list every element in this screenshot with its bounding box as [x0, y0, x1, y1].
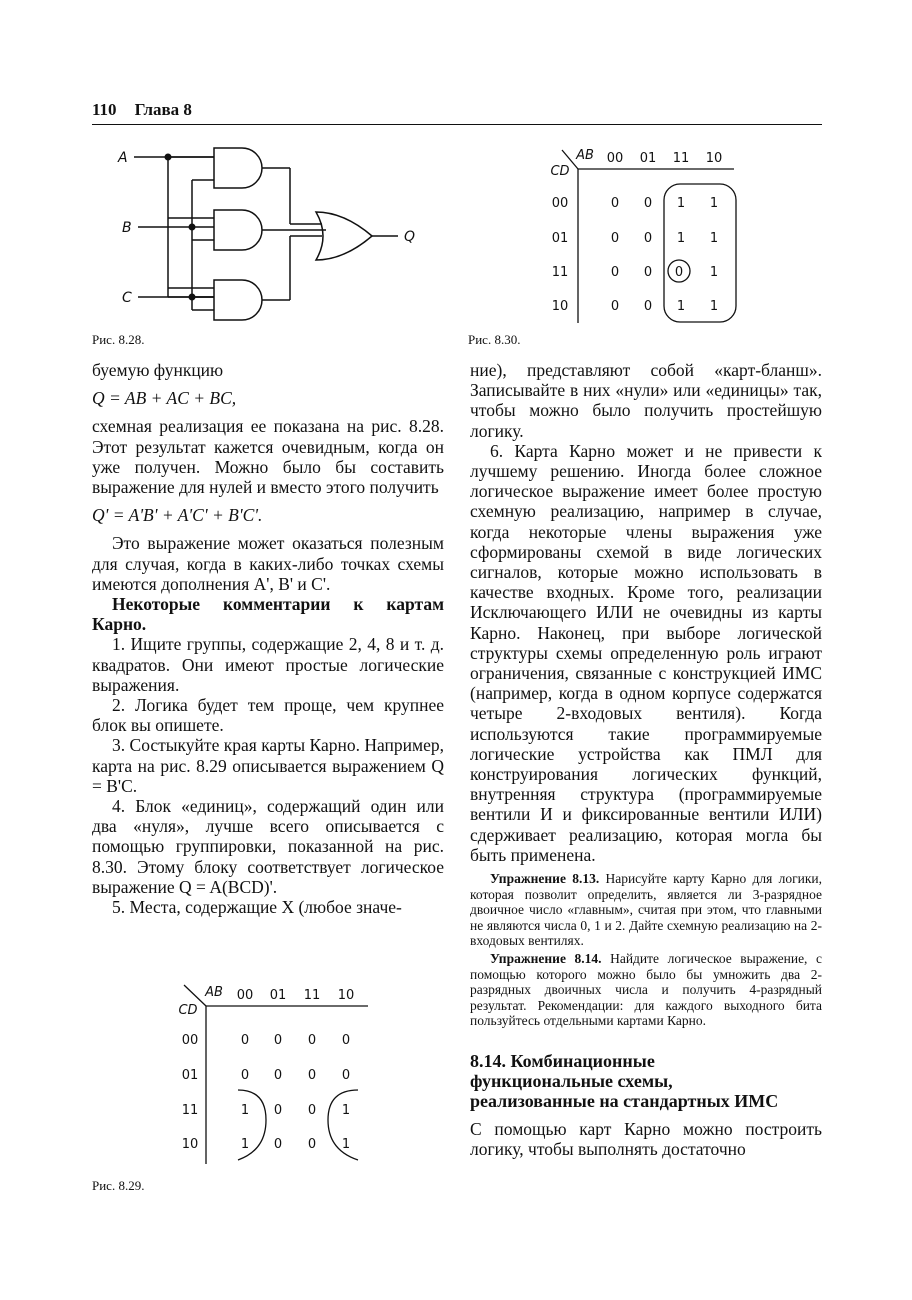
map-cell: 1 [676, 231, 686, 246]
map-cell: 0 [341, 1033, 351, 1048]
and-gate-1 [214, 148, 262, 188]
map-cell: 0 [273, 1137, 283, 1152]
exercise-text: Нарисуйте карту Карно для логики, которая позволит определить, является ли 3-разрядное двоичное число «главным», считая при этом, что главными не являются числа 0, 1 и 2. Дайте схемную реализацию на 2-входовых вентилях. [470, 871, 822, 949]
junction-dot [189, 224, 196, 231]
row-header: 11 [551, 265, 569, 280]
map-cell: 1 [341, 1103, 351, 1118]
map-cell: 0 [674, 265, 684, 280]
paragraph: 6. Карта Карно может и не привести к лучшему решению. Иногда более сложное логическое выражение имеет более простую схемную реализацию, например в случае, когда некоторые члены выражения уже сформированы схемой в виде логических сигналов, которые можно использовать в качестве входных. Кроме того, реализации Исключающего ИЛИ не очевидны из карты Карно. Наконец, при выборе логической структуры схемы определенную роль играют ограничения, связанные с конструкцией ИМС (например, когда в одном корпусе содержатся четыре 2-входовых вентиля). Когда используются такие программируемые логические устройства как ПМЛ для конструирования логических функций, внутренняя структура (программируемые вентили И и фиксированные вентили ИЛИ) сдерживает реализацию, которая могла бы быть применена. [470, 440, 822, 865]
input-label-b: B [122, 220, 132, 236]
logic-circuit-diagram [108, 140, 438, 335]
row-header: 11 [181, 1103, 199, 1118]
map-cell: 0 [307, 1103, 317, 1118]
left-column [92, 360, 444, 917]
row-header: 01 [551, 231, 569, 246]
col-header: 01 [639, 151, 657, 166]
karnaugh-map-829 [168, 980, 388, 1170]
chapter-title: Глава 8 [134, 100, 192, 119]
right-column [470, 360, 822, 1159]
map-cell: 0 [240, 1068, 250, 1083]
col-var-label: AB [576, 148, 594, 163]
map-cell: 0 [273, 1033, 283, 1048]
exercise-8-14 [470, 951, 822, 1029]
output-label-q: Q [404, 229, 416, 245]
row-header: 01 [181, 1068, 199, 1083]
row-var-label: CD [550, 164, 570, 179]
exercises [470, 871, 822, 1029]
row-header: 10 [181, 1137, 199, 1152]
map-cell: 0 [307, 1068, 317, 1083]
exercise-label: Упражнение 8.14. [490, 951, 602, 967]
page-header [92, 100, 822, 125]
map-cell: 0 [240, 1033, 250, 1048]
map-cell: 1 [709, 299, 719, 314]
row-header: 10 [551, 299, 569, 314]
map-cell: 0 [307, 1137, 317, 1152]
map-cell: 0 [273, 1068, 283, 1083]
input-label-c: C [122, 290, 132, 306]
section-heading-line: 8.14. Комбинационные [470, 1051, 655, 1072]
map-cell: 0 [643, 196, 653, 211]
or-gate [316, 212, 372, 260]
figure-caption-828: Рис. 8.28. [92, 332, 145, 347]
and-gate-2 [214, 210, 262, 250]
grouping-loop [664, 184, 736, 322]
paragraph: буемую функцию [92, 360, 224, 380]
row-var-label: CD [178, 1003, 198, 1018]
col-header: 00 [606, 151, 624, 166]
map-cell: 0 [610, 231, 620, 246]
section-heading [470, 1051, 822, 1111]
row-header: 00 [181, 1033, 199, 1048]
formula: Q' = A'B' + A'C' + B'C'. [92, 505, 263, 526]
figure-caption-829: Рис. 8.29. [92, 1178, 145, 1193]
paragraph: ние), представляют собой «карт-бланш». Записывайте в них «нули» или «единицы» так, чтобы можно было получить простейшую логику. [470, 360, 822, 441]
col-var-label: AB [205, 985, 223, 1000]
map-cell: 1 [240, 1103, 250, 1118]
karnaugh-map-830 [540, 145, 760, 330]
map-cell: 1 [709, 196, 719, 211]
map-cell: 1 [709, 231, 719, 246]
col-header: 11 [672, 151, 690, 166]
map-cell: 0 [643, 265, 653, 280]
row-header: 00 [551, 196, 569, 211]
list-item: 4. Блок «единиц», содержащий один или два «нуля», лучше всего описывается с помощью группировки, показанной на рис. 8.30. Этому блоку соответствует логическое выражение Q = A(BCD)'. [92, 796, 444, 897]
list-item: 5. Места, содержащие X (любое значе- [112, 897, 402, 918]
map-cell: 0 [610, 299, 620, 314]
junction-dot [189, 294, 196, 301]
list-item: 3. Состыкуйте края карты Карно. Например, карта на рис. 8.29 описывается выражением Q = B'C. [92, 735, 444, 796]
map-cell: 0 [273, 1103, 283, 1118]
paragraph: С помощью карт Карно можно построить логику, чтобы выполнять достаточно [470, 1119, 822, 1160]
input-label-a: A [118, 150, 128, 166]
paragraph: схемная реализация ее показана на рис. 8.28. Этот результат кажется очевидным, когда он уже получен. Можно было бы составить выражение для нулей и вместо этого получить [92, 416, 444, 498]
col-header: 10 [705, 151, 723, 166]
map-cell: 1 [676, 299, 686, 314]
exercise-text: Найдите логическое выражение, с помощью которого можно было бы умножить два 2-разрядных двоичных числа и получить 4-разрядный результат. Рекомендации: для каждого выходного бита пользуйтесь отдельными картами Карно. [470, 951, 822, 1029]
map-cell: 0 [610, 265, 620, 280]
and-gate-3 [214, 280, 262, 320]
map-cell: 1 [709, 265, 719, 280]
col-header: 00 [236, 988, 254, 1003]
map-cell: 1 [341, 1137, 351, 1152]
map-cell: 0 [341, 1068, 351, 1083]
map-cell: 1 [676, 196, 686, 211]
list-item: 1. Ищите группы, содержащие 2, 4, 8 и т. д. квадратов. Они имеют простые логические выражения. [92, 634, 444, 695]
junction-dot [165, 154, 172, 161]
section-heading-line: функциональные схемы, [470, 1071, 673, 1092]
subheading: Некоторые комментарии к картам Карно. [92, 594, 444, 635]
exercise-8-13 [470, 871, 822, 949]
formula: Q = AB + AC + BC, [92, 388, 237, 409]
map-cell: 1 [240, 1137, 250, 1152]
col-header: 01 [269, 988, 287, 1003]
map-cell: 0 [307, 1033, 317, 1048]
map-cell: 0 [643, 231, 653, 246]
col-header: 11 [303, 988, 321, 1003]
map-cell: 0 [610, 196, 620, 211]
col-header: 10 [337, 988, 355, 1003]
figure-caption-830: Рис. 8.30. [468, 332, 521, 347]
page-number: 110 [92, 100, 117, 119]
section-heading-line: реализованные на стандартных ИМС [470, 1091, 779, 1112]
paragraph: Это выражение может оказаться полезным для случая, когда в каких-либо точках схемы имеются дополнения A', B' и C'. [92, 533, 444, 594]
exercise-label: Упражнение 8.13. [490, 871, 600, 887]
list-item: 2. Логика будет тем проще, чем крупнее блок вы опишете. [92, 695, 444, 736]
map-cell: 0 [643, 299, 653, 314]
